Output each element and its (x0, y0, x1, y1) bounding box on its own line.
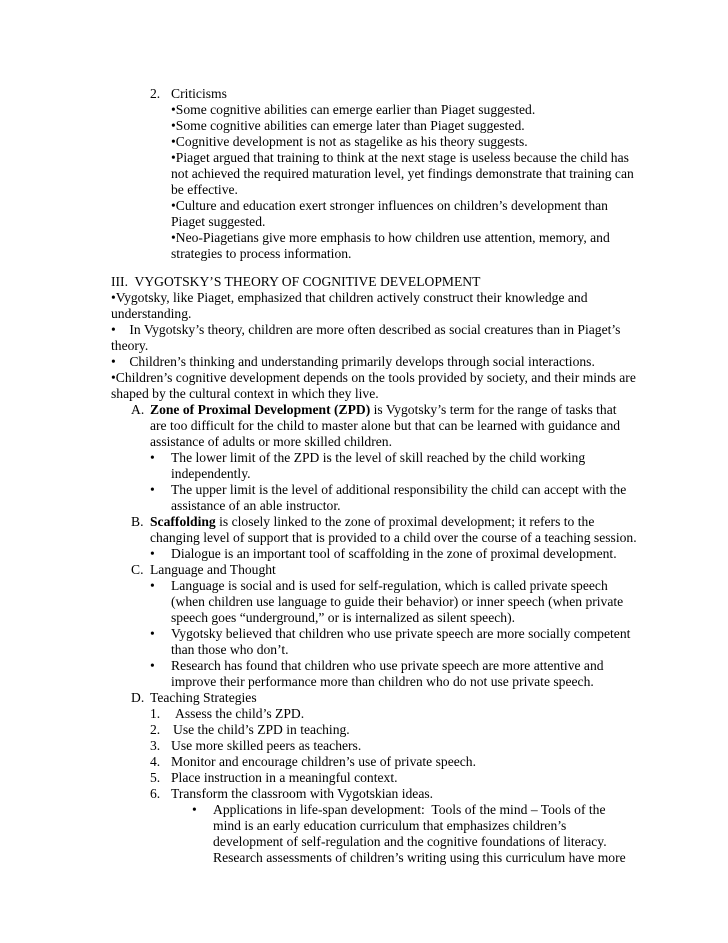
text-line: independently. (171, 466, 251, 481)
text-line: theory. (111, 338, 149, 353)
text-run: is closely linked to the zone of proximal development; it refers to the (215, 514, 595, 529)
term-zpd: Zone of Proximal Development (ZPD) (150, 402, 371, 417)
bullet-icon: • (192, 802, 197, 817)
text-line: • In Vygotsky’s theory, children are more often described as social creatures than in Piaget’s (111, 322, 621, 337)
bullet-icon: • (150, 546, 155, 561)
text-line: not achieved the required maturation level, yet findings demonstrate that training can (171, 166, 634, 181)
text-run: is Vygotsky’s term for the range of tasks that (370, 402, 617, 417)
bullet-icon: • (150, 482, 155, 497)
text-line: •Neo-Piagetians give more emphasis to how children use attention, memory, and (171, 230, 610, 245)
list-item: Monitor and encourage children’s use of private speech. (171, 754, 476, 769)
bullet-icon: • (150, 578, 155, 593)
term-scaffolding: Scaffolding (150, 514, 216, 529)
section-heading: Teaching Strategies (150, 690, 257, 705)
text-line: are too difficult for the child to master alone but that can be learned with guidance and (150, 418, 621, 433)
list-item: Assess the child’s ZPD. (175, 706, 305, 721)
text-line: improve their performance more than children who do not use private speech. (171, 674, 594, 689)
text-line (150, 402, 617, 418)
text-line: assistance of adults or more skilled children. (150, 434, 392, 449)
list-marker: 1. (150, 706, 161, 721)
list-marker: C. (131, 562, 144, 577)
list-marker: 6. (150, 786, 161, 801)
text-line: The upper limit is the level of additional responsibility the child can accept with the (171, 482, 627, 497)
text-line: Dialogue is an important tool of scaffolding in the zone of proximal development. (171, 546, 617, 561)
text-line: speech goes “underground,” or is internalized as silent speech). (171, 610, 516, 625)
text-line: •Some cognitive abilities can emerge later than Piaget suggested. (171, 118, 525, 133)
list-marker: 2. (150, 722, 161, 737)
text-line: Applications in life-span development: Tools of the mind – Tools of the (213, 802, 606, 817)
list-marker: 3. (150, 738, 161, 753)
section-heading: Criticisms (171, 86, 227, 101)
text-line: Research assessments of children’s writing using this curriculum have more (213, 850, 626, 865)
bullet-icon: • (150, 626, 155, 641)
text-line: assistance of an able instructor. (171, 498, 341, 513)
text-line: than those who don’t. (171, 642, 289, 657)
list-marker: 2. (150, 86, 161, 101)
text-line: •Piaget argued that training to think at the next stage is useless because the child has (171, 150, 629, 165)
text-line: •Culture and education exert stronger influences on children’s development than (171, 198, 608, 213)
text-line: understanding. (111, 306, 192, 321)
list-marker: A. (131, 402, 145, 417)
text-line: be effective. (171, 182, 238, 197)
text-line: (when children use language to guide their behavior) or inner speech (when private (171, 594, 624, 609)
section-heading: Language and Thought (150, 562, 276, 577)
list-item: Transform the classroom with Vygotskian ideas. (171, 786, 434, 801)
text-line: changing level of support that is provided to a child over the course of a teaching session. (150, 530, 637, 545)
list-marker: B. (131, 514, 144, 529)
bullet-icon: • (150, 658, 155, 673)
text-line: •Vygotsky, like Piaget, emphasized that children actively construct their knowledge and (111, 290, 588, 305)
list-marker: D. (131, 690, 145, 705)
section-heading: III. VYGOTSKY’S THEORY OF COGNITIVE DEVELOPMENT (111, 274, 481, 289)
bullet-icon: • (150, 450, 155, 465)
text-line: Piaget suggested. (171, 214, 266, 229)
text-line: •Children’s cognitive development depends on the tools provided by society, and their minds are (111, 370, 636, 385)
text-line: The lower limit of the ZPD is the level of skill reached by the child working (171, 450, 586, 465)
text-line: Language is social and is used for self-regulation, which is called private speech (171, 578, 608, 593)
text-line (150, 514, 594, 530)
text-line: •Cognitive development is not as stagelike as his theory suggests. (171, 134, 528, 149)
text-line: development of self-regulation and the cognitive foundations of literacy. (213, 834, 607, 849)
text-line: Research has found that children who use private speech are more attentive and (171, 658, 604, 673)
text-line: strategies to process information. (171, 246, 352, 261)
list-item: Place instruction in a meaningful context. (171, 770, 398, 785)
list-item: Use the child’s ZPD in teaching. (173, 722, 350, 737)
text-line: Vygotsky believed that children who use private speech are more socially competent (171, 626, 631, 641)
list-marker: 4. (150, 754, 161, 769)
text-line: •Some cognitive abilities can emerge earlier than Piaget suggested. (171, 102, 536, 117)
text-line: mind is an early education curriculum that emphasizes children’s (213, 818, 567, 833)
list-marker: 5. (150, 770, 161, 785)
list-item: Use more skilled peers as teachers. (171, 738, 362, 753)
text-line: shaped by the cultural context in which they live. (111, 386, 379, 401)
text-line: • Children’s thinking and understanding primarily develops through social interactions. (111, 354, 595, 369)
